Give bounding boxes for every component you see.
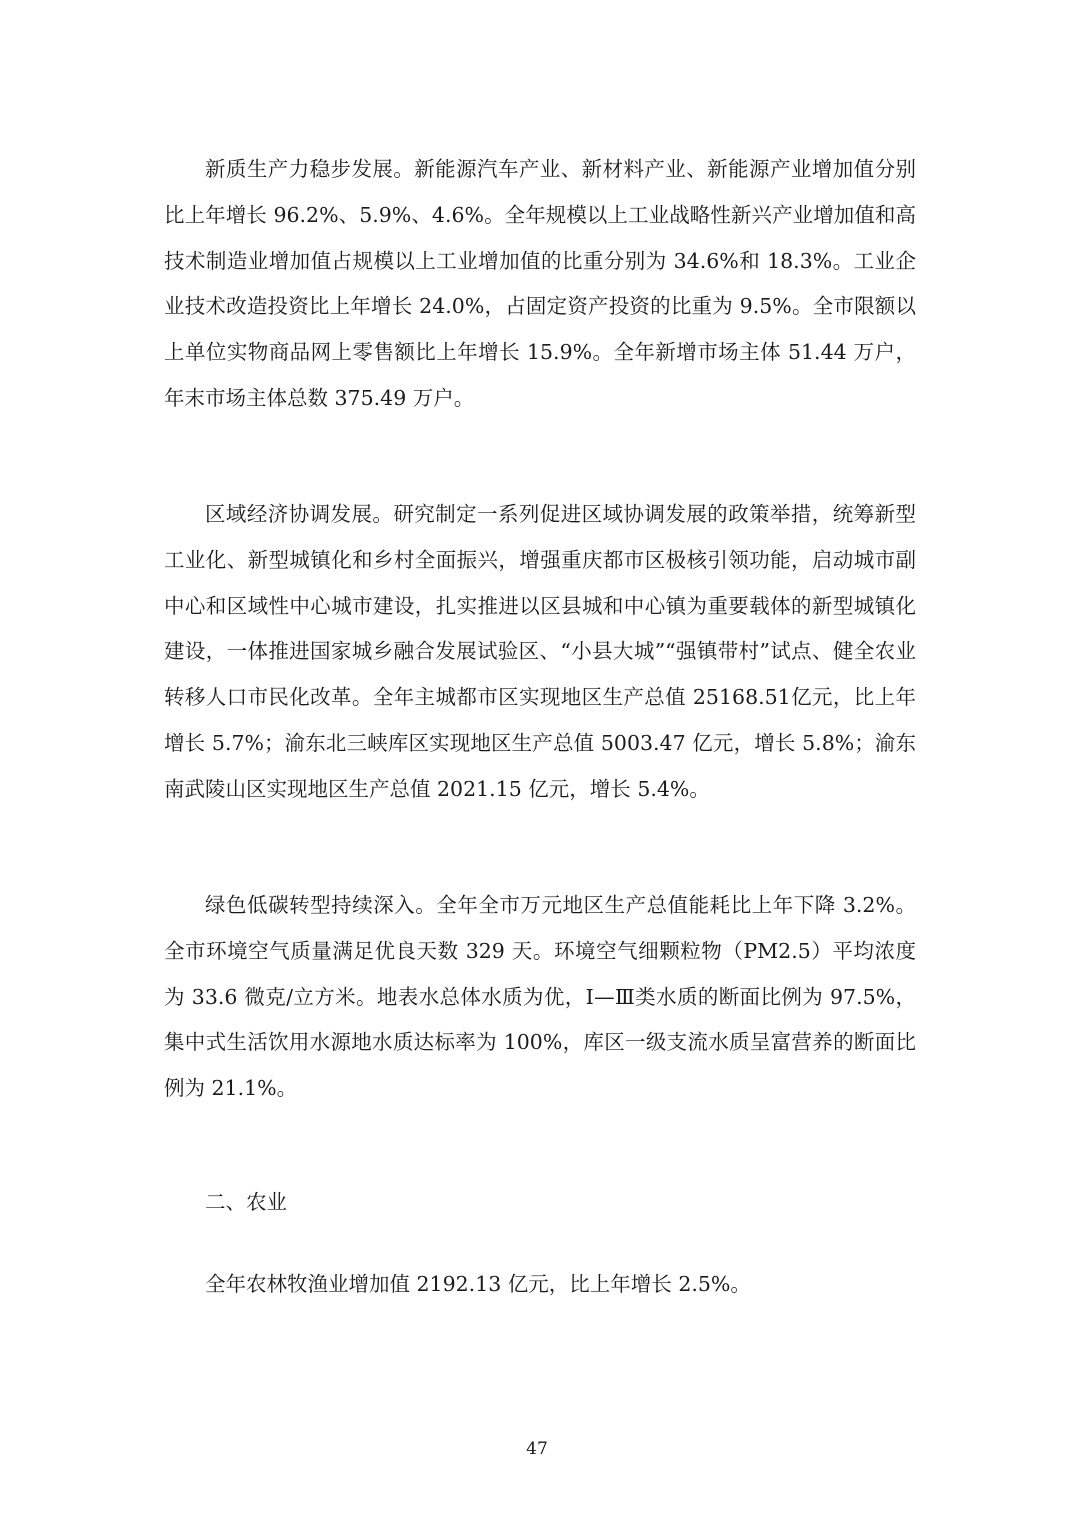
page-number: 47: [526, 1439, 548, 1459]
paragraph-green-transition: 绿色低碳转型持续深入。全年全市万元地区生产总值能耗比上年下降 3.2%。全市环境空气质量满足优良天数 329 天。环境空气细颗粒物（PM2.5）平均浓度为 33.6 微克/立方米。地表水总体水质为优，Ⅰ—Ⅲ类水质的断面比例为 97.5%，集中式生活饮用水源地水质达标率为 100%，库区一级支流水质呈富营养的断面比例为 21.1%。: [164, 893, 916, 1101]
paragraph-agriculture-value: 全年农林牧渔业增加值 2192.13 亿元，比上年增长 2.5%。: [205, 1272, 751, 1296]
section-heading-agriculture: 二、农业: [205, 1190, 287, 1214]
paragraph-regional-development: 区域经济协调发展。研究制定一系列促进区域协调发展的政策举措，统筹新型工业化、新型城镇化和乡村全面振兴，增强重庆都市区极核引领功能，启动城市副中心和区域性中心城市建设，扎实推进以区县城和中心镇为重要载体的新型城镇化建设，一体推进国家城乡融合发展试验区、“小县大城”“强镇带村”试点、健全农业转移人口市民化改革。全年主城都市区实现地区生产总值 25168.51亿元，比上年增长 5.7%；渝东北三峡库区实现地区生产总值 5003.47 亿元，增长 5.8%；渝东南武陵山区实现地区生产总值 2021.15 亿元，增长 5.4%。: [164, 502, 916, 801]
paragraph-new-productivity: 新质生产力稳步发展。新能源汽车产业、新材料产业、新能源产业增加值分别比上年增长 96.2%、5.9%、4.6%。全年规模以上工业战略性新兴产业增加值和高技术制造业增加值占规模以上工业增加值的比重分别为 34.6%和 18.3%。工业企业技术改造投资比上年增长 24.0%，占固定资产投资的比重为 9.5%。全市限额以上单位实物商品网上零售额比上年增长 15.9%。全年新增市场主体 51.44 万户，年末市场主体总数 375.49 万户。: [164, 157, 916, 410]
